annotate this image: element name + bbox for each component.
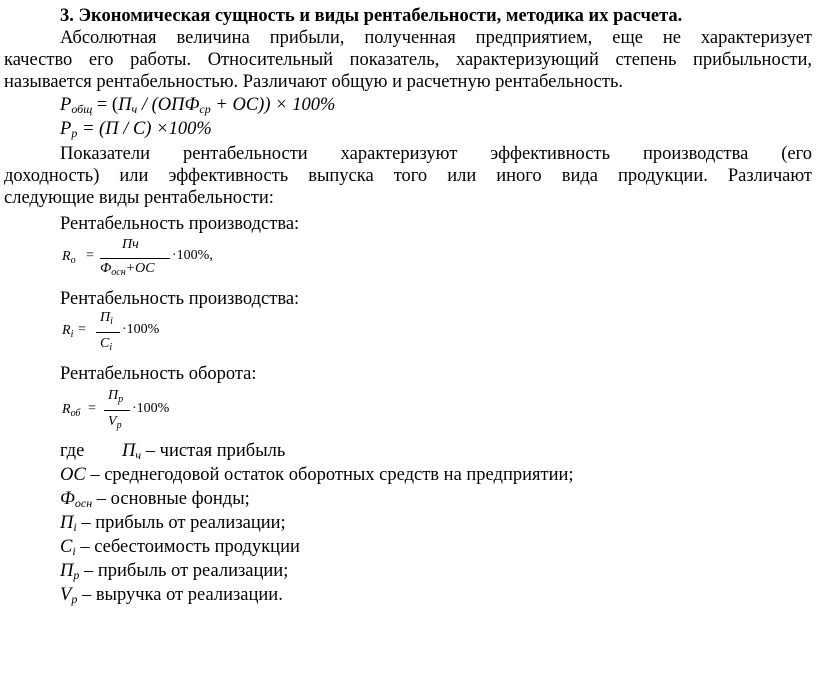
fraction-bar (96, 332, 120, 333)
equation-turnover (60, 388, 220, 438)
section-turnover: Рентабельность оборота: (60, 364, 257, 384)
eq-multiplier: ·100% (132, 401, 170, 416)
section-production-2: Рентабельность производства: (60, 289, 300, 309)
para2-line-2: доходность) или эффективность выпуска того или иного вида продукции. Различают (4, 166, 812, 186)
formula-symbol: П (118, 95, 132, 115)
formula-general (60, 94, 335, 116)
legend-item: $П_р$ – прибыль от реализации; (60, 561, 289, 582)
intro-line-3: называется рентабельностью. Различают общую и расчетную рентабельность. (4, 72, 624, 92)
eq-denominator: $С_i$ (100, 336, 113, 353)
formula-subscript: ч (131, 102, 138, 116)
eq-denominator: $Ф_{осн}+ОС$ (100, 261, 155, 278)
eq-sign: = (88, 401, 96, 416)
formula-text: + ОС)) × 100% (210, 95, 336, 115)
para2-line-1: Показатели рентабельности характеризуют эффективность производства (его (60, 144, 812, 164)
eq-sign: = (78, 322, 86, 337)
formula-symbol: P (60, 119, 72, 139)
eq-lhs: $R_i$ (62, 323, 74, 340)
section-heading: 3. Экономическая сущность и виды рентабельности, методика их расчета. (60, 6, 683, 26)
eq-numerator: $П_р$ (108, 388, 124, 405)
formula-estimated (60, 118, 212, 140)
legend-item: где $П_ч$ – чистая прибыль (60, 441, 286, 462)
eq-denominator: $V_р$ (108, 414, 122, 431)
formula-text: = (П / С) ×100% (77, 119, 212, 139)
legend-item: $П_i$ – прибыль от реализации; (60, 513, 286, 534)
legend-item: $С_i$ – себестоимость продукции (60, 537, 300, 558)
eq-lhs: $R_о$ (62, 249, 76, 266)
legend-item: ОС – среднегодовой остаток оборотных средств на предприятии; (60, 465, 574, 485)
formula-text: / ( (137, 95, 158, 115)
equation-production-2 (60, 308, 220, 358)
equation-production-1 (60, 235, 260, 285)
formula-subscript: ср (199, 102, 211, 116)
formula-subscript: общ (71, 102, 93, 116)
fraction-bar (100, 258, 170, 259)
legend-item: $V_р$ – выручка от реализации. (60, 585, 283, 606)
formula-symbol: ОПФ (157, 95, 200, 115)
eq-multiplier: ·100%, (172, 248, 213, 263)
intro-line-2: качество его работы. Относительный показатель, характеризующий степень прибыльности, (4, 50, 812, 70)
fraction-bar (104, 410, 130, 411)
eq-numerator: $П_i$ (100, 310, 113, 327)
legend-item: $Ф_{осн}$ – основные фонды; (60, 489, 250, 510)
formula-text: = ( (92, 95, 119, 115)
eq-lhs: $R_{об}$ (62, 402, 81, 419)
para2-line-3: следующие виды рентабельности: (4, 188, 274, 208)
eq-multiplier: ·100% (122, 322, 160, 337)
eq-sign: = (86, 248, 94, 263)
formula-subscript: р (71, 126, 78, 140)
section-production-1: Рентабельность производства: (60, 214, 300, 234)
intro-line-1: Абсолютная величина прибыли, полученная предприятием, еще не характеризует (60, 28, 812, 48)
formula-symbol: P (60, 95, 72, 115)
eq-numerator: Пч (122, 237, 139, 252)
